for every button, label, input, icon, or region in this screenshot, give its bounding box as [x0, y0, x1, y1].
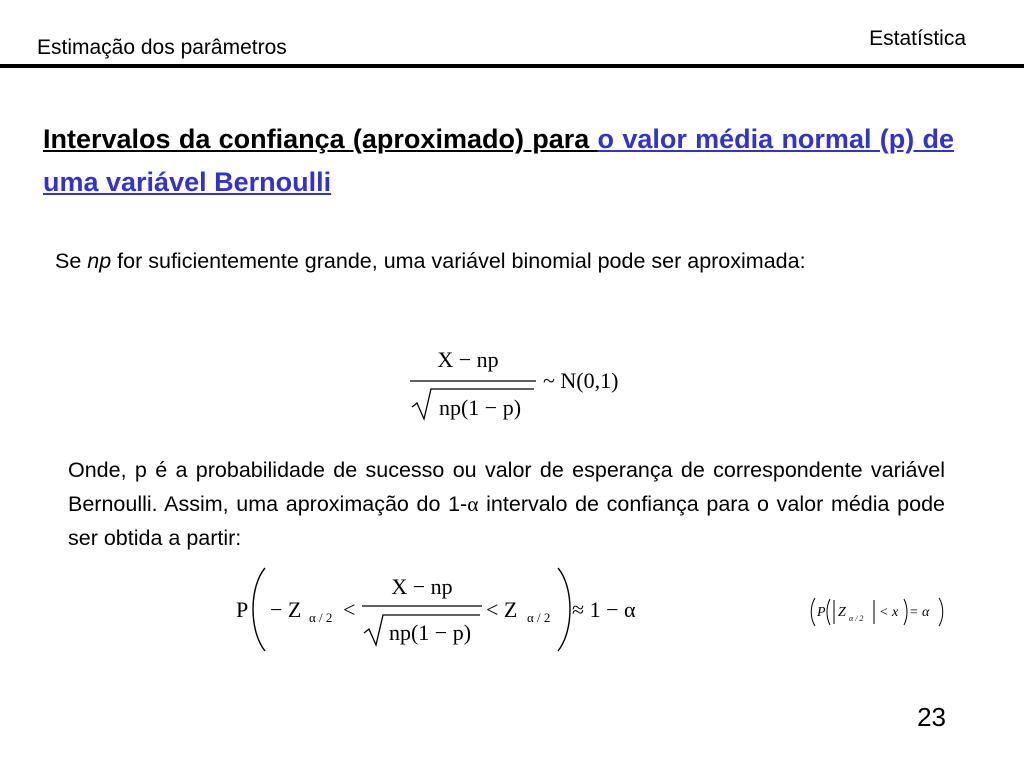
eq2-left-subscript: α / 2 [309, 610, 333, 625]
para2-text-a: Onde, p é a probabilidade de sucesso ou valor de esperança de correspondente variável Bernoulli. Assim, uma aproximação do 1- [68, 458, 945, 516]
eq2-right-paren [558, 568, 570, 651]
eq2-denominator: np(1 − p) [388, 620, 472, 645]
paragraph-1 [55, 240, 938, 283]
title-part-2: o valor média normal (p) de uma variável Bernoulli [43, 124, 954, 197]
eq3-Z: Z [838, 605, 846, 620]
eq1-numerator: X − np [437, 347, 499, 372]
paragraph-2 [68, 453, 945, 555]
eq2-left-Z: − Z [270, 597, 302, 622]
equation-confidence-interval [232, 565, 662, 657]
eq3-right-paren [939, 598, 943, 626]
eq2-left-paren [253, 568, 265, 651]
eq3-inner-paren [827, 599, 830, 625]
eq3-eq: = α [909, 605, 930, 620]
equation-definition [808, 596, 958, 628]
course-title: Estatística [869, 27, 966, 50]
eq2-right-subscript: α / 2 [527, 610, 551, 625]
slide-title [43, 118, 954, 204]
eq3-subscript: α / 2 [849, 614, 864, 623]
np-term: np [87, 249, 112, 273]
title-part-1: Intervalos da confiança (aproximado) para [43, 124, 598, 154]
page-number: 23 [917, 702, 946, 732]
eq3-rest: < x [879, 605, 899, 620]
subtitle: Estimação dos parâmetros [37, 36, 287, 59]
eq3-left-paren [811, 598, 815, 626]
eq2-approx: ≈ 1 − α [572, 597, 636, 622]
eq3-P: P [817, 605, 826, 620]
eq2-numerator: X − np [391, 574, 453, 599]
equation-standardization [400, 343, 660, 425]
para1-text-b: for suficientemente grande, uma variável binomial pode ser aproximada: [111, 249, 806, 273]
alpha-symbol: α [467, 492, 479, 516]
eq2-right-Z: < Z [486, 597, 518, 622]
eq2-P: P [236, 597, 249, 622]
eq2-lt: < [343, 597, 356, 622]
header-rule [0, 64, 1024, 68]
para1-text-a: Se [55, 249, 88, 273]
eq1-denominator: np(1 − p) [438, 395, 522, 420]
eq1-rhs: ~ N(0,1) [543, 368, 619, 393]
para2-text-b: intervalo de confiança para o valor média pode ser obtida a partir: [68, 492, 945, 550]
eq3-inner-paren-close [904, 599, 907, 625]
